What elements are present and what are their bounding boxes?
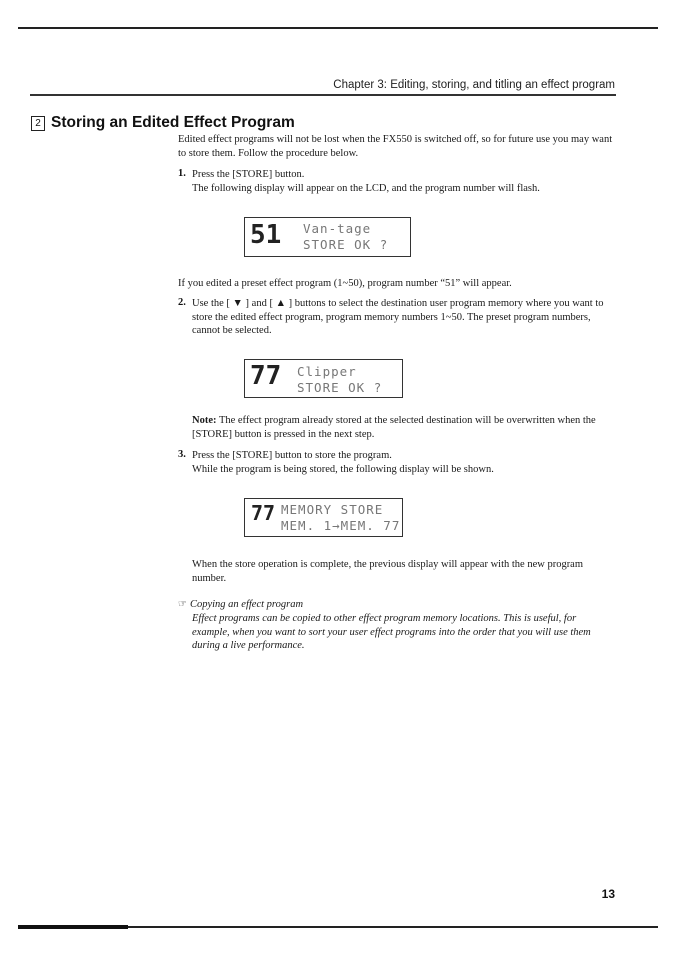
bottom-rule-accent: [18, 925, 128, 929]
pointing-hand-icon: ☞: [178, 599, 187, 610]
reference-title-text: Copying an effect program: [189, 599, 304, 610]
section-title: [31, 114, 295, 132]
lcd-display-2: [244, 359, 403, 398]
chapter-header: Chapter 3: Editing, storing, and titling an effect program: [333, 79, 615, 91]
section-number-box: 2: [31, 116, 45, 131]
step-1-detail: The following display will appear on the LCD, and the program number will flash.: [192, 183, 540, 194]
note-text: The effect program already stored at the selected destination will be overwritten when the [STORE] button is pressed in the next step.: [192, 415, 596, 440]
complete-paragraph: When the store operation is complete, the previous display will appear with the new program number.: [192, 559, 584, 584]
preset-note-paragraph: If you edited a preset effect program (1~50), program number “51” will appear.: [178, 278, 512, 289]
step-2-number: 2.: [178, 297, 186, 308]
reference-title: [178, 598, 616, 612]
lcd-program-number: 51: [250, 220, 282, 250]
top-rule: [18, 27, 658, 29]
step-1-text: Press the [STORE] button.: [192, 169, 305, 180]
section-title-text: Storing an Edited Effect Program: [51, 114, 295, 131]
lcd-line-1: MEMORY STORE: [281, 502, 384, 517]
header-rule: [30, 94, 616, 96]
step-1-number: 1.: [178, 168, 186, 179]
lcd-line-2: MEM. 1→MEM. 77: [281, 518, 401, 533]
lcd-line-2: STORE OK ?: [303, 237, 389, 252]
lcd-display-3: [244, 498, 403, 537]
reference-text: Effect programs can be copied to other effect program memory locations. This is useful, for example, when you want to sort your user effect programs into the order that you will use them during a live performance.: [192, 613, 591, 652]
step-3-text: Press the [STORE] button to store the program.: [192, 450, 392, 461]
step-2-text: Use the [ ▼ ] and [ ▲ ] buttons to select the destination user program memory where you want to store the edited effect program, program memory numbers 1~50. The preset program numbers, cannot be selected.: [192, 298, 604, 337]
lcd-program-number: 77: [250, 361, 282, 391]
step-3-number: 3.: [178, 449, 186, 460]
page-number: 13: [601, 887, 615, 901]
step-3-detail: While the program is being stored, the following display will be shown.: [192, 464, 494, 475]
intro-paragraph: Edited effect programs will not be lost when the FX550 is switched off, so for future use you may want to store them. Follow the procedure below.: [178, 134, 613, 159]
lcd-line-1: Clipper: [297, 364, 357, 379]
lcd-line-2: STORE OK ?: [297, 380, 383, 395]
lcd-line-1: Van-tage: [303, 221, 372, 236]
lcd-display-1: [244, 217, 411, 257]
note-label: Note:: [192, 415, 217, 426]
note-paragraph: [192, 414, 616, 441]
lcd-program-number: 77: [251, 501, 276, 525]
